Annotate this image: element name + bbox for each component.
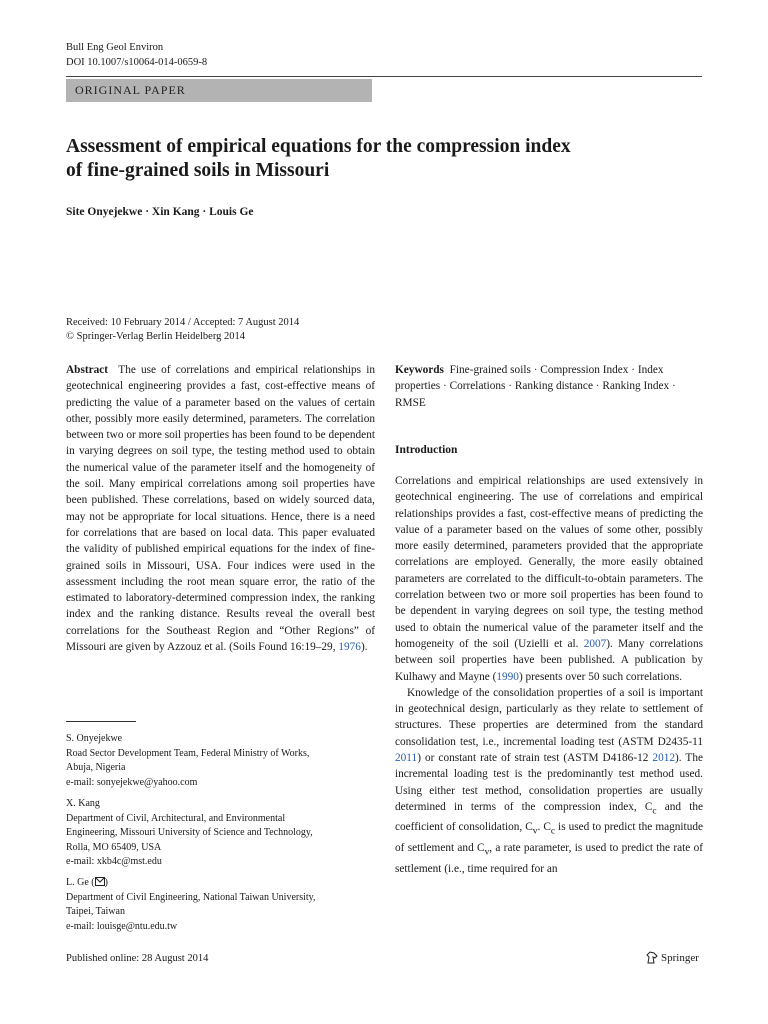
publisher-logo (646, 951, 699, 964)
footnote-rule (66, 721, 136, 722)
keywords (395, 362, 703, 411)
introduction-body (395, 473, 703, 877)
affiliation-onyejekwe: S. Onyejekwe Road Sector Development Team, Federal Ministry of Works, Abuja, Nigeria e-mail: sonyejekwe@yahoo.com (66, 732, 386, 790)
received-date: Received: 10 February 2014 / Accepted: 7 August 2014 (66, 317, 300, 328)
abstract: Abstract The use of correlations and empirical relationships in geotechnical engineering provides a fast, cost-effective means of predicting the value of a parameter based on the values of certain other, possibly more easily determined, parameters. The correlation between two or more soil properties has been found to be dependent in varying degrees on soil type, the testing method used to obtain the numerical value of the parameter itself and the homogeneity of the soil. Many empirical correlations among soil properties have been published. These correlations, based on widely sourced data, may not be appropriate for local situations. Hence, there is a need for correlations that are based on local data. This paper evaluated the validity of published empirical equations for the index of fine-grained soils in Missouri, USA. Four indices were used in the assessment including the root mean square error, the ratio of the estimated to laboratory-determined compression index, the ranking index and the ranking distance. Results reveal the overall best correlations for the Southeast Region and “Other Regions” of Missouri are given by Azzouz et al. (Soils Found 16:19–29, 1976). (66, 364, 375, 654)
citation-link[interactable]: 2007 (583, 637, 607, 650)
citation-link[interactable]: 1976 (338, 641, 361, 654)
journal-name: Bull Eng Geol Environ (66, 42, 164, 53)
keywords-text: Fine-grained soils · Compression Index · Index properties · Correlations · Ranking distance · Ranking Index · RMSE (395, 364, 676, 409)
envelope-icon (95, 877, 105, 886)
publisher-name: Springer (661, 951, 699, 964)
copyright: © Springer-Verlag Berlin Heidelberg 2014 (66, 331, 246, 342)
paper-title: Assessment of empirical equations for the compression index of fine-grained soils in Missouri (66, 136, 571, 181)
published-online: Published online: 28 August 2014 (66, 953, 209, 964)
abstract-label: Abstract (66, 364, 109, 376)
citation-link[interactable]: 2012 (652, 752, 676, 765)
article-type-label: ORIGINAL PAPER (75, 83, 186, 97)
citation-link[interactable]: 1990 (496, 670, 519, 683)
affiliation-kang: X. Kang Department of Civil, Architectural, and Environmental Engineering, Missouri University of Science and Technology, Rolla, MO 65409, USA e-mail: xkb4c@mst.edu (66, 797, 386, 870)
journal-header (66, 40, 207, 70)
paragraph: Correlations and empirical relationships are used extensively in geotechnical engineering. The use of correlations and empirical relationships provides a fast, cost-effective means of predicting the value of a parameter based on the values of some other, possibly more easily determined, parameters provided that the appropriate correlations are employed. Generally, the more easily obtained parameters are correlated to the difficult-to-obtain parameters. The correlation between two or more soil properties has been found to be dependent in varying degrees on soil type, the testing method used to obtain the numerical value of the parameter itself and the homogeneity of the soil (Uzielli et al. 2007). Many correlations between soil properties have been published. A publication by Kulhawy and Mayne (1990) presents over 50 such correlations. (395, 475, 704, 683)
email-link[interactable]: e-mail: louisge@ntu.edu.tw (66, 920, 178, 932)
doi[interactable]: DOI 10.1007/s10064-014-0659-8 (66, 57, 208, 68)
email-link[interactable]: e-mail: sonyejekwe@yahoo.com (66, 776, 198, 788)
article-type-banner (66, 79, 372, 102)
abstract-text: The use of correlations and empirical relationships in geotechnical engineering provides a fast, cost-effective means of predicting the value of a parameter based on the values of certain other, possibly more easily determined, parameters. The correlation between two or more soil properties has been found to be dependent in varying degrees on soil type, the testing method used to obtain the numerical value of the parameter itself and the homogeneity of the soil. Many empirical correlations among soil properties have been published. These correlations, based on widely sourced data, may not be appropriate for local situations. Hence, there is a need for correlations that are based on local data. This paper evaluated the validity of published empirical equations for the index of fine-grained soils in Missouri, USA. Four indices were used in the assessment including the root mean square error, the ratio of the estimated to laboratory-determined compression index, the ranking index and the ranking distance. Results reveal the overall best correlations for the Southeast Region and “Other Regions” of Missouri are given by Azzouz et al. (Soils Found 16:19–29, (66, 364, 375, 654)
dates-block (66, 316, 299, 344)
springer-horse-icon (646, 951, 658, 964)
section-heading-introduction: Introduction (395, 444, 458, 456)
citation-link[interactable]: 2011 (395, 752, 418, 765)
header-rule (66, 76, 702, 77)
paragraph: Knowledge of the consolidation properties of a soil is important in geotechnical design, particularly as they relate to settlement of structures. These properties are determined from the standard consolidation test, i.e., incremental loading test (ASTM D2435-11 2011) or constant rate of strain test (ASTM D4186-12 2012). The incremental loading test is the predominantly test method used. Using either test method, consolidation properties are usually determined in terms of the compression index, $C_c$ and the coefficient of consolidation, $C_v$. $C_c$ is used to predict the magnitude of settlement and $C_v$, a rate parameter, is used to predict the rate of settlement (i.e., time required for an (395, 686, 704, 875)
authors: Site Onyejekwe · Xin Kang · Louis Ge (66, 206, 254, 218)
email-link[interactable]: e-mail: xkb4c@mst.edu (66, 856, 162, 867)
keywords-label: Keywords (395, 364, 444, 376)
affiliation-ge: L. Ge ( ) Department of Civil Engineering, National Taiwan University, Taipei, Taiwan e-mail: louisge@ntu.edu.tw (66, 876, 386, 934)
